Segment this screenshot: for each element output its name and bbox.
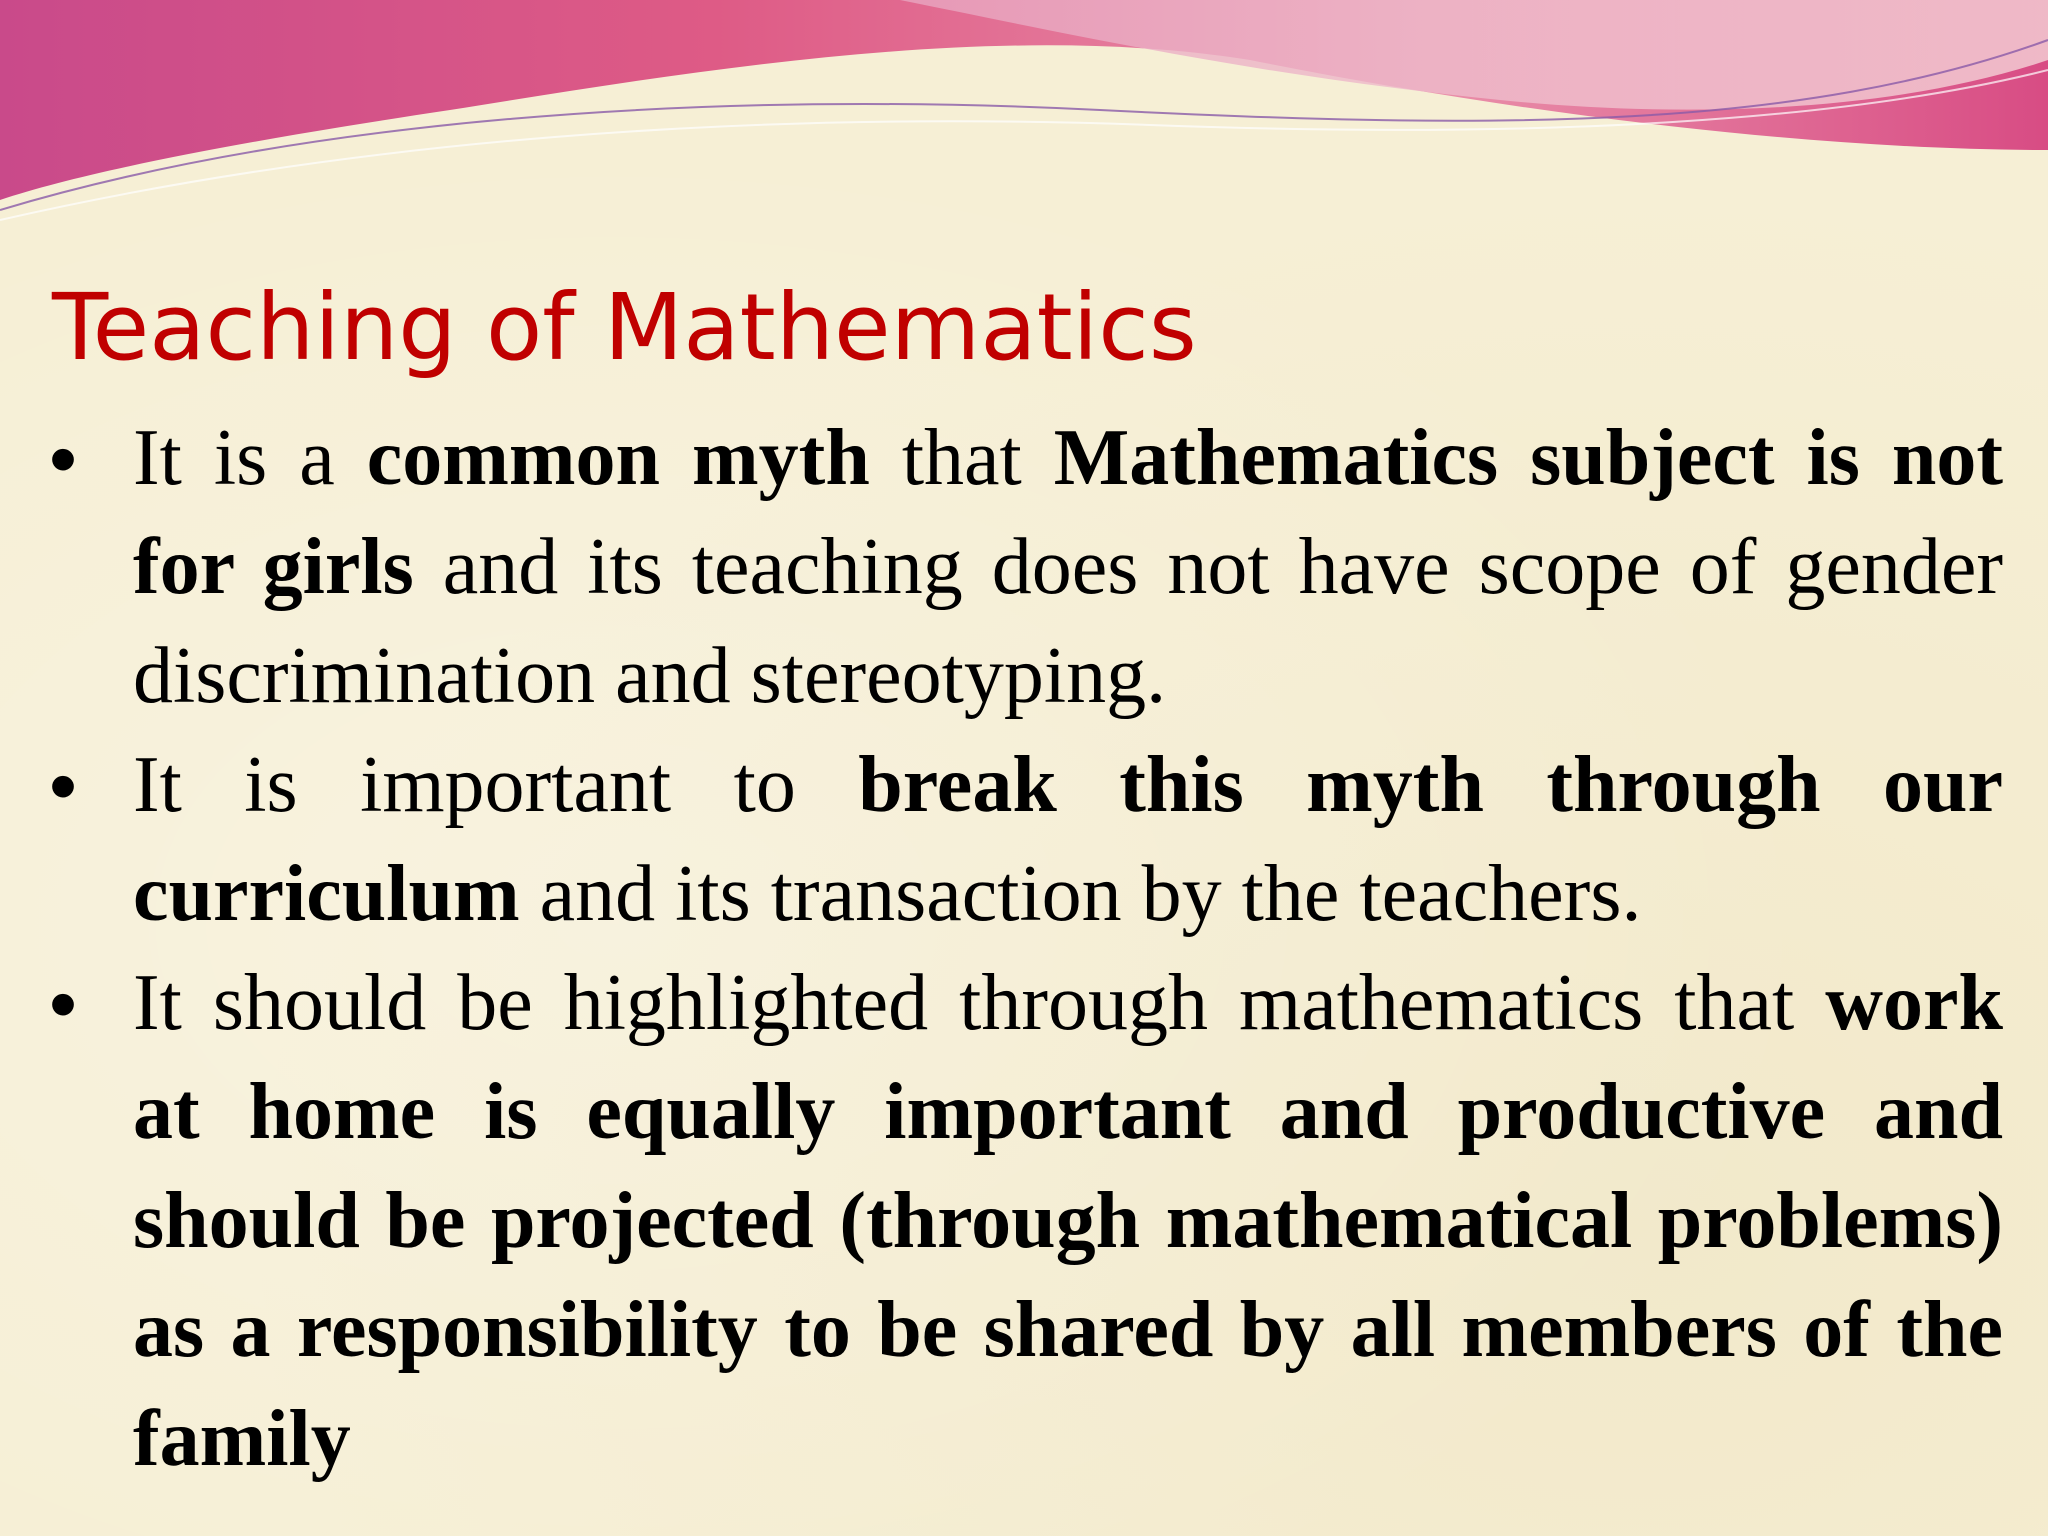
bold-text-segment: Mathematics subject is not for girls bbox=[133, 414, 2003, 611]
bullet-item bbox=[49, 949, 2003, 1494]
text-segment: that bbox=[869, 414, 1054, 502]
bold-text-segment: break this myth through our curriculum bbox=[133, 741, 2003, 938]
text-segment: It should be highlighted through mathematics that bbox=[133, 959, 1826, 1047]
text-segment: It is important to bbox=[133, 741, 859, 829]
bullet-dot-icon: • bbox=[49, 741, 78, 830]
text-segment: and its teaching does not have scope of gender discrimination and stereotyping. bbox=[133, 523, 2003, 720]
bullet-dot-icon: • bbox=[49, 414, 78, 503]
text-segment: and its transaction by the teachers. bbox=[519, 850, 1642, 938]
bold-text-segment: work at home is equally important and productive and should be projected (through mathematical problems) as a responsibility to be shared by all members of the family bbox=[133, 959, 2003, 1483]
bullet-dot-icon: • bbox=[49, 959, 78, 1048]
header-wave-decoration bbox=[0, 0, 2048, 240]
bullet-text bbox=[133, 959, 2003, 1483]
bullet-list bbox=[0, 404, 2048, 1494]
slide-title: Teaching of Mathematics bbox=[52, 274, 1197, 381]
bullet-text bbox=[133, 741, 2003, 938]
bullet-item bbox=[49, 404, 2003, 731]
bullet-text bbox=[133, 414, 2003, 720]
bold-text-segment: common myth bbox=[366, 414, 870, 502]
bullet-item bbox=[49, 731, 2003, 949]
text-segment: It is a bbox=[133, 414, 367, 502]
